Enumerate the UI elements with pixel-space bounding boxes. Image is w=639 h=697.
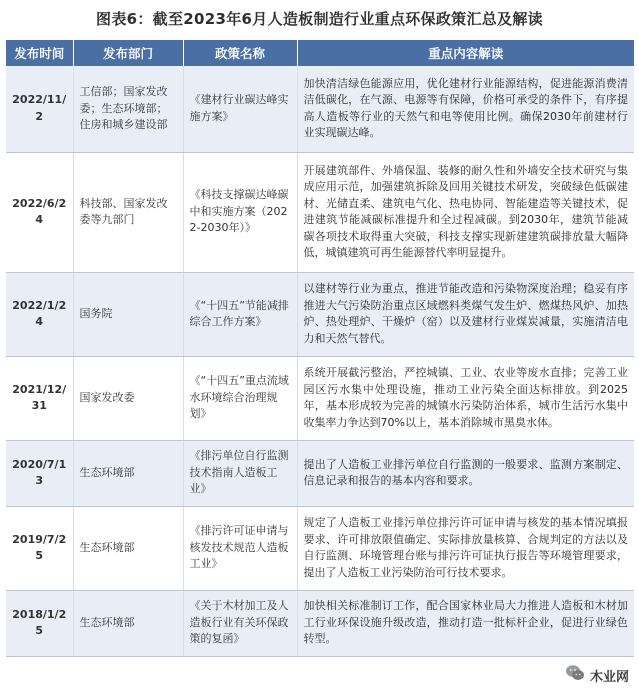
cell-content: 开展建筑部件、外墙保温、装修的耐久性和外墙安全技术研究与集成应用示范，加强建筑拆除及回用关键技术研发，突破绿色低碳建材、光储直柔、建筑电气化、热电协同、智能建造等关键技术，促进建筑节能减碳标准提升和全过程减碳。到2030年，建筑节能减碳各项技术取得重大突破，科技支撑实现新建建筑碳排放量大幅降低，城镇建筑可再生能源替代率明显提升。 bbox=[297, 152, 634, 272]
cell-policy-name: 《排污许可证申请与核发技术规范人造板工业》 bbox=[183, 506, 297, 590]
cell-content: 规定了人造板工业排污单位排污许可证申请与核发的基本情况填报要求、许可排放限值确定、实际排放量核算、合规判定的方法以及自行监测、环境管理台账与排污许可证执行报告等环境管理要求，提出了人造板工业污染防治可行技术要求。 bbox=[297, 506, 634, 590]
table-row bbox=[6, 272, 634, 356]
cell-dept: 生态环境部 bbox=[73, 590, 183, 656]
cell-date: 2022/11/2 bbox=[6, 66, 73, 152]
cell-policy-name: 《建材行业碳达峰实施方案》 bbox=[183, 66, 297, 152]
header-policy-name: 政策名称 bbox=[183, 40, 297, 66]
watermark bbox=[565, 663, 629, 687]
policy-table bbox=[6, 40, 634, 657]
cell-date: 2020/7/13 bbox=[6, 440, 73, 506]
cell-policy-name: 《科技支撑碳达峰碳中和实施方案（2022-2030年）》 bbox=[183, 152, 297, 272]
cell-content: 提出了人造板工业排污单位自行监测的一般要求、监测方案制定、信息记录和报告的基本内容和要求。 bbox=[297, 440, 634, 506]
header-dept: 发布部门 bbox=[73, 40, 183, 66]
cell-dept: 工信部；国家发改委；生态环境部；住房和城乡建设部 bbox=[73, 66, 183, 152]
table-row bbox=[6, 506, 634, 590]
table-row bbox=[6, 440, 634, 506]
cell-dept: 生态环境部 bbox=[73, 440, 183, 506]
cell-content: 加快清洁绿色能源应用，优化建材行业能源结构，促进能源消费清洁低碳化，在气源、电源等有保障，价格可承受的条件下，有序提高人造板等行业的天然气和电等使用比例。确保2030年前建材行业实现碳达峰。 bbox=[297, 66, 634, 152]
cell-policy-name: 《“十四五”节能减排综合工作方案》 bbox=[183, 272, 297, 356]
cell-dept: 国务院 bbox=[73, 272, 183, 356]
header-date: 发布时间 bbox=[6, 40, 73, 66]
table-row bbox=[6, 356, 634, 440]
cell-content: 加快相关标准制订工作，配合国家林业局大力推进人造板和木材加工行业环保设施升级改造，推动打造一批标杆企业，促进行业绿色转型。 bbox=[297, 590, 634, 656]
wechat-icon bbox=[565, 663, 585, 687]
table-row bbox=[6, 66, 634, 152]
table-header-row bbox=[6, 40, 634, 66]
cell-policy-name: 《“十四五”重点流域水环境综合治理规划》 bbox=[183, 356, 297, 440]
cell-date: 2022/1/24 bbox=[6, 272, 73, 356]
cell-content: 以建材等行业为重点，推进节能改造和污染物深度治理；稳妥有序推进大气污染防治重点区域燃料类煤气发生炉、燃煤热风炉、加热炉、热处理炉、干燥炉（窑）以及建材行业煤炭减量，实施清洁电力和天然气替代。 bbox=[297, 272, 634, 356]
cell-date: 2018/1/25 bbox=[6, 590, 73, 656]
cell-policy-name: 《关于木材加工及人造板行业有关环保政策的复函》 bbox=[183, 590, 297, 656]
chart-title: 图表6：截至2023年6月人造板制造行业重点环保政策汇总及解读 bbox=[96, 10, 543, 28]
cell-dept: 国家发改委 bbox=[73, 356, 183, 440]
cell-date: 2019/7/25 bbox=[6, 506, 73, 590]
cell-date: 2022/6/24 bbox=[6, 152, 73, 272]
cell-dept: 生态环境部 bbox=[73, 506, 183, 590]
cell-date: 2021/12/31 bbox=[6, 356, 73, 440]
table-row bbox=[6, 152, 634, 272]
cell-content: 系统开展截污整治，严控城镇、工业、农业等废水直排；完善工业园区污水集中处理设施，推动工业污染全面达标排放。到2025年，基本形成较为完善的城镇水污染防治体系，城市生活污水集中收集率力争达到70%以上，基本消除城市黑臭水体。 bbox=[297, 356, 634, 440]
watermark-text: 木业网 bbox=[589, 669, 629, 685]
header-content: 重点内容解读 bbox=[297, 40, 634, 66]
table-row bbox=[6, 590, 634, 656]
cell-policy-name: 《排污单位自行监测技术指南人造板工业》 bbox=[183, 440, 297, 506]
cell-dept: 科技部、国家发改委等九部门 bbox=[73, 152, 183, 272]
